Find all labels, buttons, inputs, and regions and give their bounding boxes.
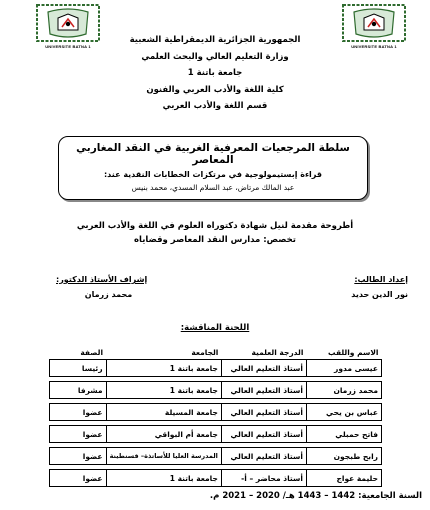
member-name: رابح طبجون bbox=[306, 448, 381, 465]
table-row bbox=[50, 360, 382, 377]
member-role: رئيسا bbox=[50, 360, 107, 377]
member-university: جامعة أم البواقي bbox=[106, 426, 221, 443]
supervisor-name: محمد زرمان bbox=[84, 290, 133, 299]
committee-title: اللجنة المناقشة: bbox=[180, 323, 250, 333]
thesis-subtitle: قراءة إبستيمولوجية في مرتكزات الخطابات النقدية عند: bbox=[103, 170, 322, 179]
member-name: عيسى مدور bbox=[306, 360, 381, 377]
thesis-statement: أطروحة مقدمة لنيل شهادة دكتوراه العلوم في اللغة والأدب العربي bbox=[76, 221, 354, 231]
member-name: فاتح حمبلي bbox=[306, 426, 381, 443]
table-row bbox=[50, 470, 382, 487]
member-university: جامعة المسيلة bbox=[106, 404, 221, 421]
thesis-title-box bbox=[58, 136, 368, 200]
faculty-line: كلية اللغة والأدب العربي والفنون bbox=[146, 84, 284, 95]
member-rank: أستاذ التعليم العالي bbox=[221, 404, 306, 421]
thesis-title: سلطة المرجعيات المعرفية الغربية في النقد المغاربي المعاصر bbox=[76, 142, 350, 166]
supervisor-label: إشراف الأستاذ الدكتور: bbox=[56, 275, 148, 284]
member-name: عباس بن يحي bbox=[306, 404, 381, 421]
member-rank: أستاذ التعليم العالي bbox=[221, 426, 306, 443]
student-name: نور الدين حديد bbox=[351, 290, 408, 299]
logo-caption-left: UNIVERSITE BATNA 1 bbox=[45, 44, 91, 49]
thesis-specialty: تخصص: مدارس النقد المعاصر وقضاياه bbox=[134, 235, 296, 245]
ministry-line: وزارة التعليم العالي والبحث العلمي bbox=[141, 51, 289, 62]
member-name: حليمة عواج bbox=[306, 470, 381, 487]
member-role: مشرفا bbox=[50, 382, 107, 399]
col-rank: الدرجة العلمية bbox=[251, 347, 304, 357]
prepared-by-label: إعداد الطالب: bbox=[354, 275, 408, 284]
committee-table bbox=[49, 345, 382, 487]
member-rank: أستاذ التعليم العالي bbox=[221, 382, 306, 399]
member-university: جامعة باتنة 1 bbox=[106, 382, 221, 399]
prepared-by bbox=[351, 275, 408, 299]
supervisor bbox=[56, 275, 147, 299]
academic-year: السنة الجامعية: 1442 – 1443 هـ/ 2020 – 2021 م. bbox=[209, 491, 422, 501]
department-line: قسم اللغة والأدب العربي bbox=[162, 101, 268, 111]
member-rank: أستاذ التعليم العالي bbox=[221, 448, 306, 465]
table-row bbox=[50, 404, 382, 421]
thesis-critics: عبد المالك مرتاض، عبد السلام المسدي، محمد بنيس bbox=[131, 183, 295, 192]
university-line: جامعة باتنة 1 bbox=[187, 68, 243, 78]
member-university: جامعة باتنة 1 bbox=[106, 360, 221, 377]
republic-line: الجمهورية الجزائرية الديمقراطية الشعبية bbox=[129, 35, 301, 45]
table-row bbox=[50, 448, 382, 465]
committee-table-header bbox=[50, 345, 382, 360]
member-role: عضوا bbox=[50, 404, 107, 421]
logo-caption-right: UNIVERSITE BATNA 1 bbox=[351, 44, 397, 49]
table-row bbox=[50, 426, 382, 443]
member-rank: أستاذ محاضر – أ- bbox=[221, 470, 306, 487]
col-role: الصفة bbox=[80, 347, 104, 357]
member-role: عضوا bbox=[50, 470, 107, 487]
member-name: محمد زرمان bbox=[306, 382, 381, 399]
col-name: الاسم واللقب bbox=[328, 347, 379, 357]
member-university: جامعة باتنة 1 bbox=[106, 470, 221, 487]
institution-header bbox=[0, 32, 430, 115]
thesis-statement-block bbox=[0, 219, 430, 247]
member-rank: أستاذ التعليم العالي bbox=[221, 360, 306, 377]
member-university: المدرسة العليا للأساتذة– قسنطينة bbox=[106, 448, 221, 465]
member-role: عضوا bbox=[50, 448, 107, 465]
member-role: عضوا bbox=[50, 426, 107, 443]
table-row bbox=[50, 382, 382, 399]
col-university: الجامعة bbox=[191, 347, 219, 357]
